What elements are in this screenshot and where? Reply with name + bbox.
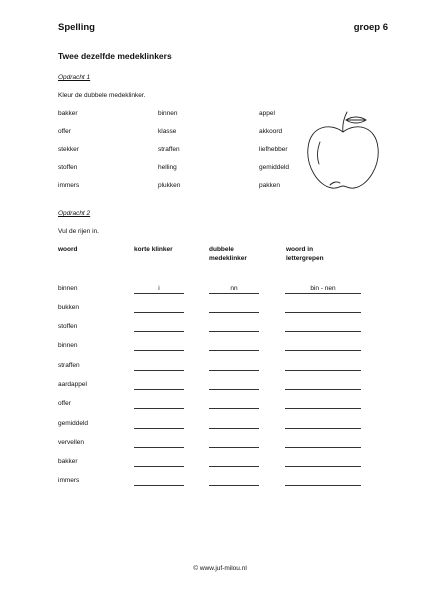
word-item: klasse xyxy=(158,128,177,135)
example-dubbele-medeklinker: nn xyxy=(230,285,238,292)
subject-heading: Spelling xyxy=(58,22,95,33)
table-row-word: binnen xyxy=(58,342,78,349)
word-item: offer xyxy=(58,128,71,135)
answer-blank-dubbele[interactable] xyxy=(209,485,259,486)
word-item: appel xyxy=(259,110,275,117)
column-header-woord: woord xyxy=(58,246,78,253)
column-header-dubbele-medeklinker: dubbele medeklinker xyxy=(209,246,247,262)
apple-illustration xyxy=(300,108,386,194)
answer-blank-lettergrepen[interactable] xyxy=(285,485,361,486)
answer-blank-dubbele[interactable] xyxy=(209,428,259,429)
example-korte-klinker: i xyxy=(158,285,160,292)
table-row-word: vervellen xyxy=(58,439,85,446)
word-item: liefhebber xyxy=(259,146,288,153)
word-item: akkoord xyxy=(259,128,283,135)
answer-blank-lettergrepen[interactable] xyxy=(285,447,361,448)
answer-blank-korte[interactable] xyxy=(134,312,184,313)
answer-blank-lettergrepen[interactable] xyxy=(285,312,361,313)
opdracht-1-heading: Opdracht 1 xyxy=(58,74,91,81)
word-item: binnen xyxy=(158,110,178,117)
answer-blank-dubbele[interactable] xyxy=(209,293,259,294)
word-item: pakken xyxy=(259,182,280,189)
word-item: helling xyxy=(158,164,177,171)
answer-blank-dubbele[interactable] xyxy=(209,350,259,351)
opdracht-2-instruction: Vul de rijen in. xyxy=(58,228,99,235)
answer-blank-lettergrepen[interactable] xyxy=(285,370,361,371)
answer-blank-lettergrepen[interactable] xyxy=(285,428,361,429)
answer-blank-dubbele[interactable] xyxy=(209,312,259,313)
example-lettergrepen: bin - nen xyxy=(310,285,336,292)
answer-blank-dubbele[interactable] xyxy=(209,331,259,332)
answer-blank-dubbele[interactable] xyxy=(209,466,259,467)
table-row-word: stoffen xyxy=(58,323,78,330)
answer-blank-lettergrepen[interactable] xyxy=(285,466,361,467)
word-item: stekker xyxy=(58,146,79,153)
answer-blank-dubbele[interactable] xyxy=(209,389,259,390)
answer-blank-korte[interactable] xyxy=(134,389,184,390)
table-row-word: bukken xyxy=(58,304,79,311)
answer-blank-lettergrepen[interactable] xyxy=(285,389,361,390)
table-row-word: bakker xyxy=(58,458,78,465)
copyright-footer: © www.juf-milou.nl xyxy=(193,565,247,572)
word-item: stoffen xyxy=(58,164,78,171)
answer-blank-korte[interactable] xyxy=(134,408,184,409)
table-row-word: immers xyxy=(58,477,80,484)
word-item: immers xyxy=(58,182,80,189)
group-label: groep 6 xyxy=(353,22,388,33)
worksheet-title: Twee dezelfde medeklinkers xyxy=(58,51,172,61)
answer-blank-korte[interactable] xyxy=(134,447,184,448)
answer-blank-lettergrepen[interactable] xyxy=(285,350,361,351)
answer-blank-lettergrepen[interactable] xyxy=(285,408,361,409)
column-header-korte-klinker: korte klinker xyxy=(134,246,173,253)
answer-blank-lettergrepen[interactable] xyxy=(285,293,361,294)
table-row-word: offer xyxy=(58,400,71,407)
word-item: straffen xyxy=(158,146,180,153)
answer-blank-korte[interactable] xyxy=(134,331,184,332)
word-item: bakker xyxy=(58,110,78,117)
word-item: gemiddeld xyxy=(259,164,289,171)
opdracht-2-heading: Opdracht 2 xyxy=(58,210,91,217)
table-row-word: straffen xyxy=(58,362,80,369)
answer-blank-korte[interactable] xyxy=(134,485,184,486)
table-row-word: aardappel xyxy=(58,381,87,388)
opdracht-1-instruction: Kleur de dubbele medeklinker. xyxy=(58,92,146,99)
word-item: plukken xyxy=(158,182,181,189)
answer-blank-korte[interactable] xyxy=(134,466,184,467)
table-row-word: binnen xyxy=(58,285,78,292)
answer-blank-dubbele[interactable] xyxy=(209,370,259,371)
answer-blank-korte[interactable] xyxy=(134,293,184,294)
column-header-woord-in-lettergrepen: woord in lettergrepen xyxy=(286,246,324,262)
answer-blank-korte[interactable] xyxy=(134,370,184,371)
answer-blank-dubbele[interactable] xyxy=(209,408,259,409)
answer-blank-dubbele[interactable] xyxy=(209,447,259,448)
answer-blank-lettergrepen[interactable] xyxy=(285,331,361,332)
answer-blank-korte[interactable] xyxy=(134,350,184,351)
answer-blank-korte[interactable] xyxy=(134,428,184,429)
table-row-word: gemiddeld xyxy=(58,420,88,427)
